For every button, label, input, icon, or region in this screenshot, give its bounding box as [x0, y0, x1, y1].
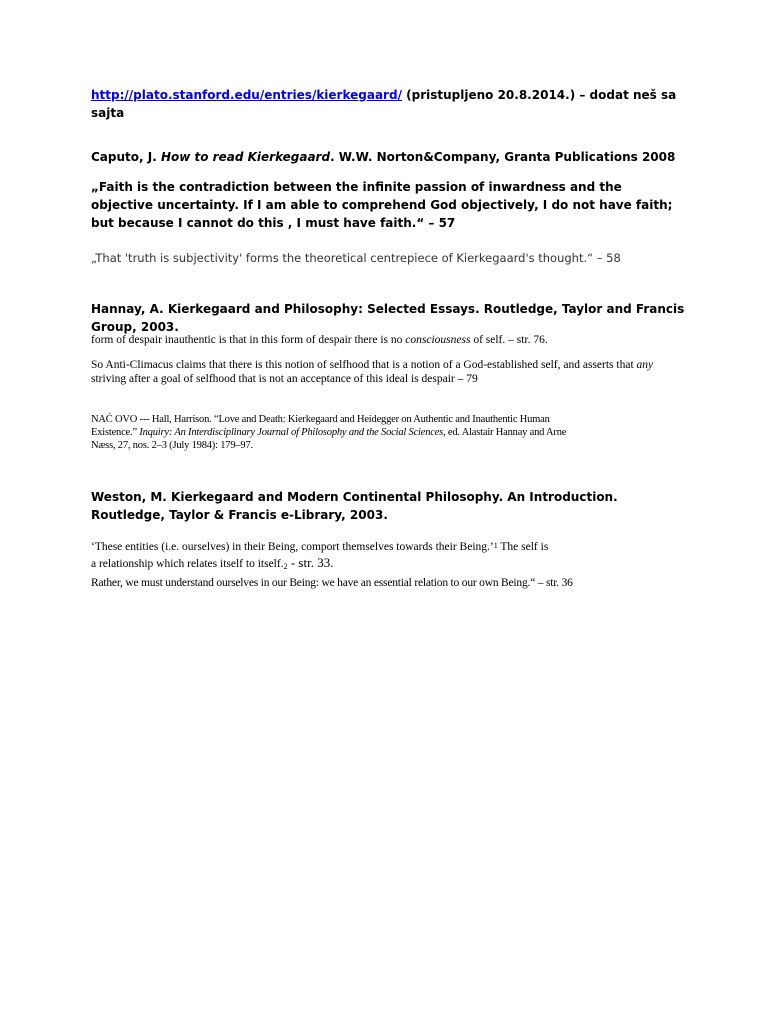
hannay-quote-anticlimacus-em: any: [636, 359, 654, 371]
stanford-reference: [91, 86, 691, 122]
hall-reference-b: , ed. Alastair Hannay and Arne Næss, 27, nos. 2–3 (July 1984): 179–97.: [91, 427, 567, 451]
caputo-quote-faith: „Faith is the contradiction between the infinite passion of inwardness and the objective uncertainty. If I am able to comprehend God objectively, I do not have faith; but because I cannot do this , I must have faith.“ – 57: [91, 180, 673, 230]
hannay-quote-despair: [91, 333, 691, 347]
hannay-heading: Hannay, A. Kierkegaard and Philosophy: Selected Essays. Routledge, Taylor and Francis Group, 2003.: [91, 302, 685, 334]
hall-reference-a: NAĆ OVO --- Hall, Harrison. “Love and Death: Kierkegaard and Heidegger on Authentic and Inauthentic Human Existence.”: [91, 414, 550, 438]
weston-quote-being: [91, 538, 551, 574]
weston-quote-being-page: - str. 33.: [287, 555, 334, 570]
stanford-reference-note: (pristupljeno 20.8.2014.) – dodat neš sa sajta: [91, 88, 677, 120]
hall-reference: [91, 413, 591, 452]
weston-heading: Weston, M. Kierkegaard and Modern Continental Philosophy. An Introduction. Routledge, Taylor & Francis e-Library, 2003.: [91, 490, 618, 522]
hannay-quote-anticlimacus-b: striving after a goal of selfhood that is not an acceptance of this ideal is despair – 79: [91, 373, 478, 385]
hannay-quote-despair-b: of self. – str. 76.: [470, 334, 548, 346]
weston-quote-relation: Rather, we must understand ourselves in our Being: we have an essential relation to our own Being.“ – str. 36: [91, 577, 573, 589]
caputo-quote-truth: „That 'truth is subjectivity' forms the theoretical centrepiece of Kierkegaard's thought.“ – 58: [91, 251, 621, 265]
hannay-quote-despair-a: form of despair inauthentic is that in this form of despair there is no: [91, 334, 406, 346]
weston-quote-being-a: ‘These entities (i.e. ourselves) in their Being, comport themselves towards their Being.’: [91, 541, 494, 553]
caputo-heading: [91, 148, 691, 166]
footnote-1: 1: [493, 541, 498, 550]
hannay-quote-anticlimacus-a: So Anti-Climacus claims that there is this notion of selfhood that is a notion of a God-established self, and asserts that: [91, 359, 637, 371]
footnote-2: 2: [283, 562, 288, 571]
weston-quote-being-b: The self is a relationship which relates itself to itself.: [91, 541, 549, 570]
hannay-quote-despair-em: consciousness: [405, 334, 471, 346]
hannay-quote-anticlimacus: [91, 358, 683, 386]
hall-reference-journal: Inquiry: An Interdisciplinary Journal of Philosophy and the Social Sciences: [139, 427, 444, 438]
caputo-title: How to read Kierkegaard: [160, 150, 331, 164]
caputo-author: Caputo, J.: [91, 150, 161, 164]
stanford-link[interactable]: http://plato.stanford.edu/entries/kierkegaard/: [91, 88, 402, 102]
caputo-publisher: . W.W. Norton&Company, Granta Publications 2008: [330, 150, 676, 164]
